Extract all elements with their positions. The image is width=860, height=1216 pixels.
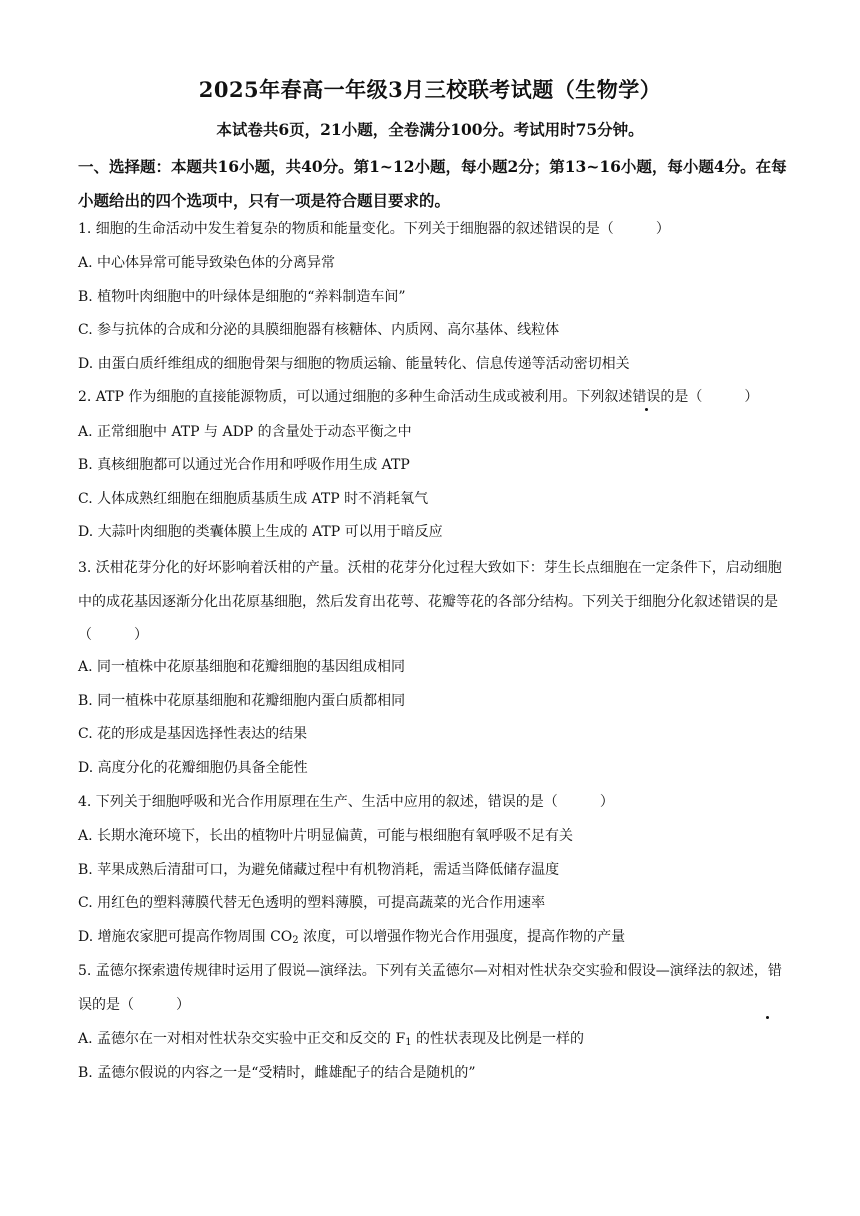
exam-subtitle: 本试卷共6页，21小题，全卷满分100分。考试用时75分钟。	[216, 120, 644, 139]
exam-title: 2025年春高一年级3月三校联考试题（生物学）	[198, 77, 662, 102]
option: C. 用红色的塑料薄膜代替无色透明的塑料薄膜，可提高蔬菜的光合作用速率	[78, 895, 546, 911]
option: C. 参与抗体的合成和分泌的具膜细胞器有核糖体、内质网、高尔基体、线粒体	[78, 322, 560, 338]
question-stem: 2. ATP 作为细胞的直接能源物质，可以通过细胞的多种生命活动生成或被利用。下列叙述错误的是（ ）	[78, 389, 759, 405]
option: B. 同一植株中花原基细胞和花瓣细胞内蛋白质都相同	[78, 693, 406, 709]
question-stem: 3. 沃柑花芽分化的好坏影响着沃柑的产量。沃柑的花芽分化过程大致如下：芽生长点细胞在一定条件下，启动细胞中的成花基因逐渐分化出花原基细胞，然后发育出花萼、花瓣等花的各部分结构。下列关于细胞分化叙述错误的是（ ）	[78, 560, 782, 643]
option: B. 植物叶肉细胞中的叶绿体是细胞的“养料制造车间”	[78, 289, 406, 305]
emphasis-mark: 错误	[632, 389, 661, 405]
option: D. 高度分化的花瓣细胞仍具备全能性	[78, 760, 308, 776]
option: D. 大蒜叶肉细胞的类囊体膜上生成的 ATP 可以用于暗反应	[78, 524, 443, 540]
question-stem: 1. 细胞的生命活动中发生着复杂的物质和能量变化。下列关于细胞器的叙述错误的是（ ）	[78, 221, 670, 237]
option: A. 正常细胞中 ATP 与 ADP 的含量处于动态平衡之中	[78, 424, 412, 440]
question-stem: 5. 孟德尔探索遗传规律时运用了假说—演绎法。下列有关孟德尔—对相对性状杂交实验和假设—演绎法的叙述，错误的是（ ）	[78, 963, 782, 1013]
option: D. 增施农家肥可提高作物周围 $CO_2$ 浓度，可以增强作物光合作用强度，提高作物的产量	[78, 929, 626, 946]
option: B. 真核细胞都可以通过光合作用和呼吸作用生成 ATP	[78, 457, 410, 473]
option: D. 由蛋白质纤维组成的细胞骨架与细胞的物质运输、能量转化、信息传递等活动密切相关	[78, 356, 630, 372]
question-stem: 4. 下列关于细胞呼吸和光合作用原理在生产、生活中应用的叙述，错误的是（ ）	[78, 794, 614, 810]
option: A. 同一植株中花原基细胞和花瓣细胞的基因组成相同	[78, 659, 406, 675]
option: C. 人体成熟红细胞在细胞质基质生成 ATP 时不消耗氧气	[78, 491, 429, 507]
option: A. 孟德尔在一对相对性状杂交实验中正交和反交的 $F_1$ 的性状表现及比例是一样的	[78, 1031, 585, 1048]
option: A. 长期水淹环境下，长出的植物叶片明显偏黄，可能与根细胞有氧呼吸不足有关	[78, 828, 574, 844]
section-heading: 一、选择题：本题共16小题，共40分。第1~12小题，每小题2分；第13~16小题，每小题4分。在每小题给出的四个选项中，只有一项是符合题目要求的。	[78, 157, 787, 210]
emphasis-mark: 错误	[78, 963, 782, 1013]
option: B. 孟德尔假说的内容之一是“受精时，雌雄配子的结合是随机的”	[78, 1065, 476, 1081]
option: C. 花的形成是基因选择性表达的结果	[78, 726, 308, 742]
option: B. 苹果成熟后清甜可口，为避免储藏过程中有机物消耗，需适当降低储存温度	[78, 862, 560, 878]
option: A. 中心体异常可能导致染色体的分离异常	[78, 255, 336, 271]
